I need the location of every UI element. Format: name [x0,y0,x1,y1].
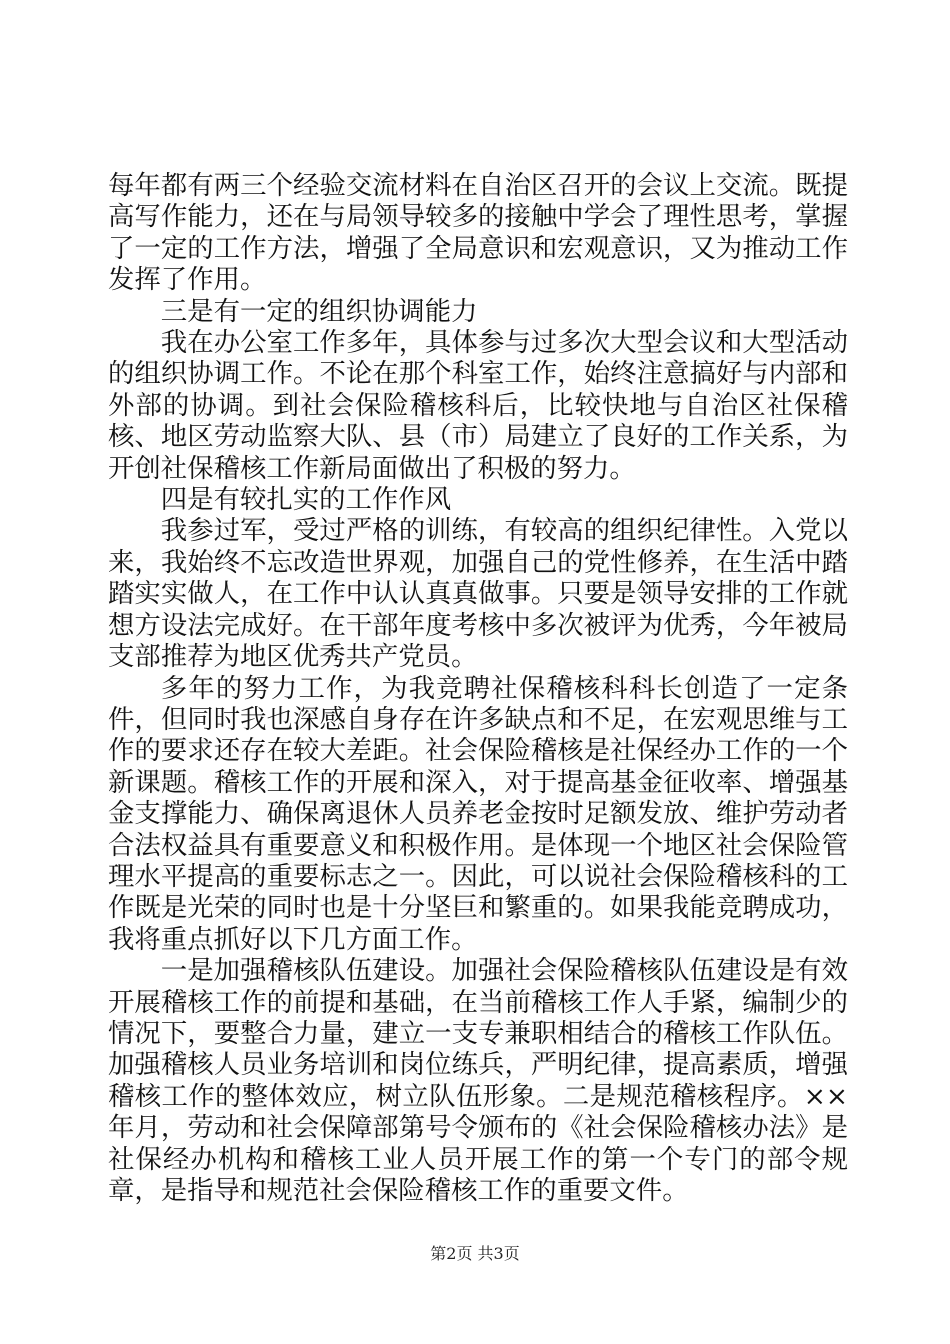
heading-work-style: 四是有较扎实的工作作风 [160,484,452,516]
paragraph-coordination: 我在办公室工作多年，具体参与过多次大型会议和大型活动的组织协调工作。不论在那个科室工作，始终注意搞好与内部和外部的协调。到社会保险稽核科后，比较快地与自治区社保稽核、地区劳动监察大队、县（市）局建立了良好的工作关系，为开创社保稽核工作新局面做出了积极的努力。 [108,327,848,484]
heading-coordination-ability: 三是有一定的组织协调能力 [160,295,478,327]
paragraph-competition: 多年的努力工作，为我竞聘社保稽核科科长创造了一定条件，但同时我也深感自身存在许多缺点和不足，在宏观思维与工作的要求还存在较大差距。社会保险稽核是社保经办工作的一个新课题。稽核工作的开展和深入，对于提高基金征收率、增强基金支撑能力、确保离退休人员养老金按时足额发放、维护劳动者合法权益具有重要意义和积极作用。是体现一个地区社会保险管理水平提高的重要标志之一。因此，可以说社会保险稽核科的工作既是光荣的同时也是十分坚巨和繁重的。如果我能竞聘成功，我将重点抓好以下几方面工作。 [108,672,848,955]
paragraph-experience: 每年都有两三个经验交流材料在自治区召开的会议上交流。既提高写作能力，还在与局领导较多的接触中学会了理性思考，掌握了一定的工作方法，增强了全局意识和宏观意识，又为推动工作发挥了作用。 [108,170,848,296]
document-body [108,170,848,1206]
paragraph-work-style: 我参过军，受过严格的训练，有较高的组织纪律性。入党以来，我始终不忘改造世界观，加强自己的党性修养，在生活中踏踏实实做人，在工作中认认真真做事。只要是领导安排的工作就想方设法完成好。在干部年度考核中多次被评为优秀，今年被局支部推荐为地区优秀共产党员。 [108,515,848,673]
page-footer: 第2页 共3页 [430,1244,520,1263]
paragraph-team-building: 一是加强稽核队伍建设。加强社会保险稽核队伍建设是有效开展稽核工作的前提和基础，在当前稽核工作人手紧，编制少的情况下，要整合力量，建立一支专兼职相结合的稽核工作队伍。加强稽核人员业务培训和岗位练兵，严明纪律，提高素质，增强稽核工作的整体效应，树立队伍形象。二是规范稽核程序。××年月，劳动和社会保障部第号令颁布的《社会保险稽核办法》是社保经办机构和稽核工业人员开展工作的第一个专门的部令规章，是指导和规范社会保险稽核工作的重要文件。 [108,955,848,1206]
